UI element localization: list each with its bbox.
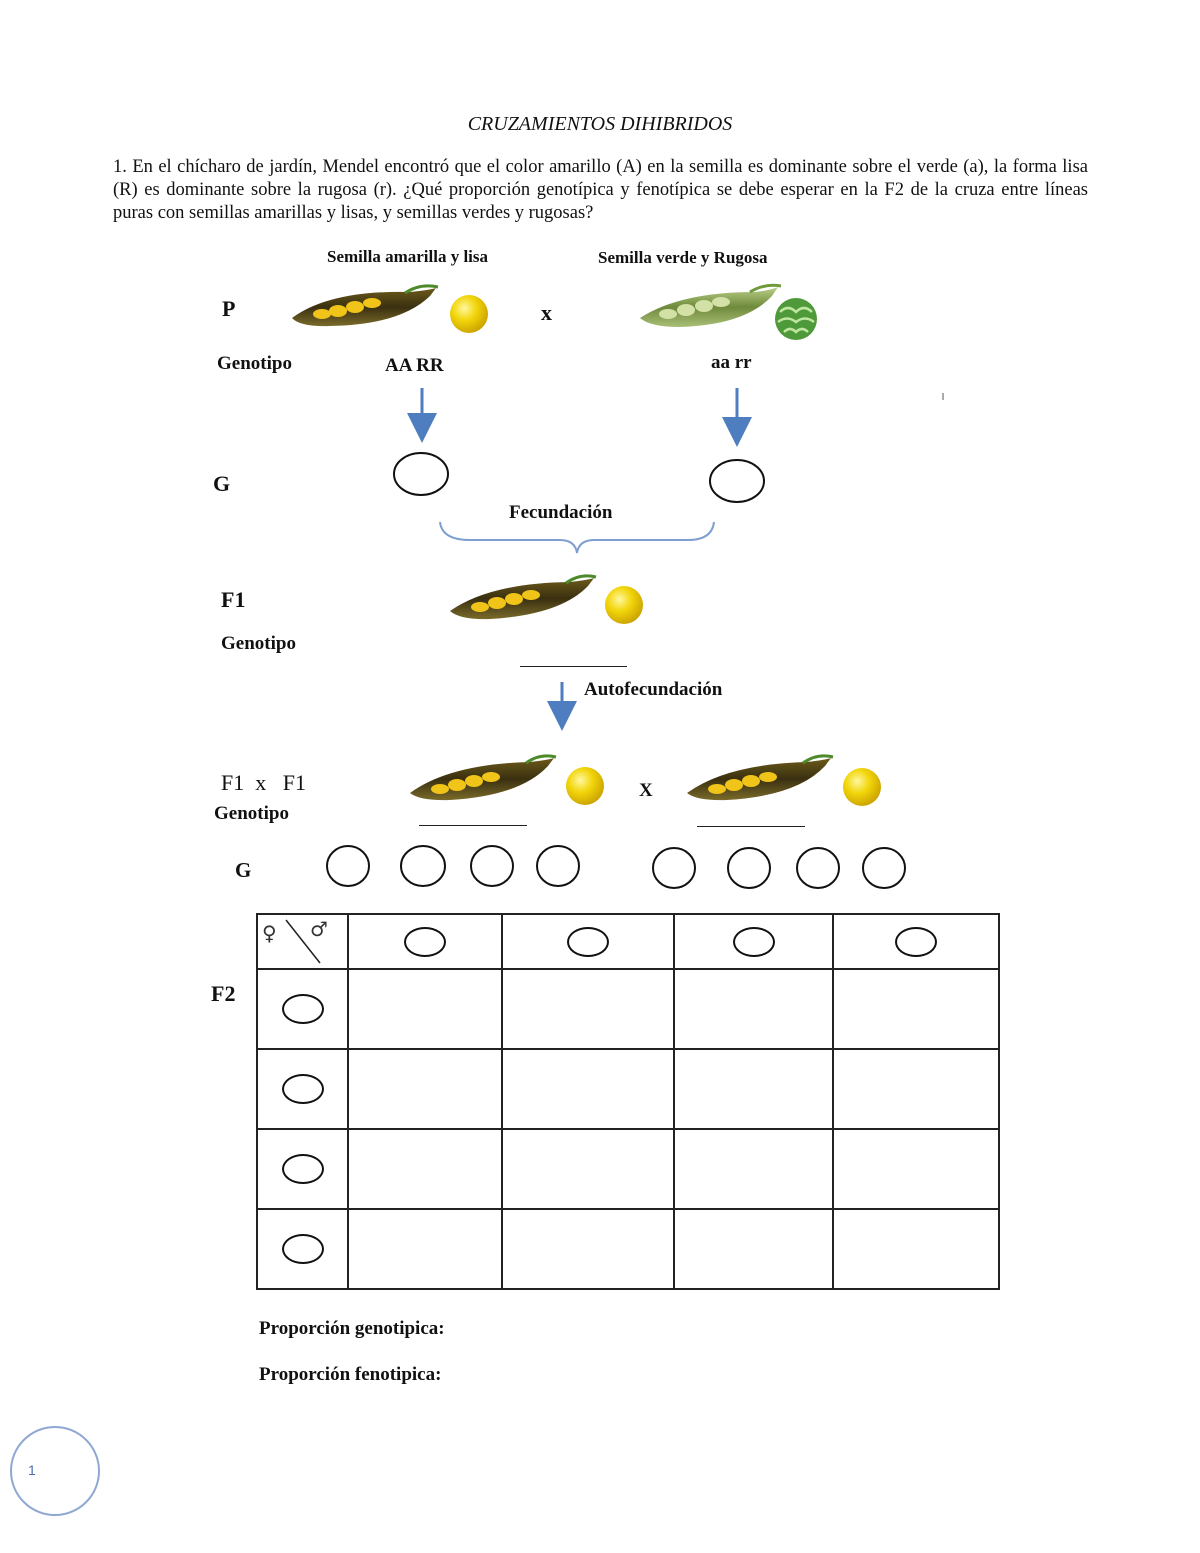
brace-icon: [440, 522, 714, 553]
gamete-circle: [282, 1154, 324, 1184]
gamete-circle: [733, 927, 775, 957]
punnett-cell[interactable]: [674, 1209, 833, 1289]
punnett-row-header: [257, 969, 348, 1049]
fecundacion-label: Fecundación: [509, 502, 613, 523]
g-label-2: G: [235, 858, 252, 882]
punnett-cell[interactable]: [833, 1209, 999, 1289]
f2-label: F2: [211, 981, 236, 1006]
punnett-cell[interactable]: [674, 1049, 833, 1129]
yellow-pea-icon: [605, 586, 643, 624]
punnett-corner-cell: [257, 914, 348, 969]
punnett-cell[interactable]: [348, 1129, 502, 1209]
p-generation-label: P: [222, 296, 236, 321]
autofecundacion-label: Autofecundación: [584, 679, 723, 700]
punnett-square: [256, 913, 1000, 1288]
punnett-cell[interactable]: [502, 1129, 674, 1209]
question-text: 1. En el chícharo de jardín, Mendel encontró que el color amarillo (A) en la semilla es dominante sobre el verde (a), la forma lisa (R) es dominante sobre la rugosa (r). ¿Qué proporción genotípica y fenotípica se debe esperar en la F2 de la cruza entre líneas puras con semillas amarillas y lisas, y semillas verdes y rugosas?: [113, 157, 1088, 223]
document-title: CRUZAMIENTOS DIHIBRIDOS: [467, 113, 733, 135]
yellow-pea-icon: [450, 295, 488, 333]
page-number-badge: [10, 1426, 100, 1516]
genotypic-proportion-label: Proporción genotipica:: [259, 1318, 445, 1339]
yellow-pea-icon: [566, 767, 604, 805]
gamete-circle: [282, 1234, 324, 1264]
yellow-pea-icon: [843, 768, 881, 806]
gamete-circle: [567, 927, 609, 957]
cross-symbol: x: [541, 300, 552, 325]
punnett-row-header: [257, 1129, 348, 1209]
punnett-header-cell: [502, 914, 674, 969]
punnett-cell[interactable]: [833, 1129, 999, 1209]
yellow-pod-icon: [410, 756, 556, 800]
wrinkled-green-pea-icon: [775, 298, 817, 340]
punnett-row-header: [257, 1049, 348, 1129]
parent1-genotype: AA RR: [385, 355, 444, 376]
parent2-label: Semilla verde y Rugosa: [598, 248, 768, 267]
yellow-pod-icon: [687, 756, 833, 800]
cross-symbol-2: X: [639, 780, 653, 801]
punnett-row-header: [257, 1209, 348, 1289]
gamete-circle: [282, 1074, 324, 1104]
male-symbol-icon: ♂: [310, 917, 328, 941]
f1xf1-label: F1 x F1: [221, 770, 306, 795]
punnett-header-cell: [833, 914, 999, 969]
page-number: 1: [28, 1462, 36, 1478]
gamete-circle: [394, 453, 448, 495]
punnett-cell[interactable]: [833, 1049, 999, 1129]
gamete-circle: [282, 994, 324, 1024]
punnett-header-cell: [348, 914, 502, 969]
parent2-genotype: aa rr: [711, 352, 752, 373]
punnett-cell[interactable]: [348, 1049, 502, 1129]
punnett-header-cell: [674, 914, 833, 969]
punnett-cell[interactable]: [502, 1049, 674, 1129]
yellow-pod-icon: [292, 286, 438, 326]
green-pod-icon: [640, 285, 781, 327]
punnett-cell[interactable]: [502, 969, 674, 1049]
parent1-label: Semilla amarilla y lisa: [327, 247, 489, 266]
punnett-cell[interactable]: [674, 1129, 833, 1209]
punnett-cell[interactable]: [674, 969, 833, 1049]
punnett-cell[interactable]: [833, 969, 999, 1049]
g-label-1: G: [213, 471, 231, 496]
gamete-circle: [710, 460, 764, 502]
genotipo-label-f1: Genotipo: [221, 633, 296, 654]
genotipo-label-p: Genotipo: [217, 353, 292, 374]
gamete-circle: [895, 927, 937, 957]
punnett-cell[interactable]: [502, 1209, 674, 1289]
gamete-circle: [404, 927, 446, 957]
female-symbol-icon: ♀: [262, 921, 277, 945]
punnett-cell[interactable]: [348, 1209, 502, 1289]
f1-label: F1: [221, 587, 246, 612]
genotipo-label-f1xf1: Genotipo: [214, 803, 289, 824]
gamete-circles-row: [327, 846, 905, 888]
phenotypic-proportion-label: Proporción fenotipica:: [259, 1364, 442, 1385]
yellow-pod-icon: [450, 576, 596, 619]
punnett-cell[interactable]: [348, 969, 502, 1049]
